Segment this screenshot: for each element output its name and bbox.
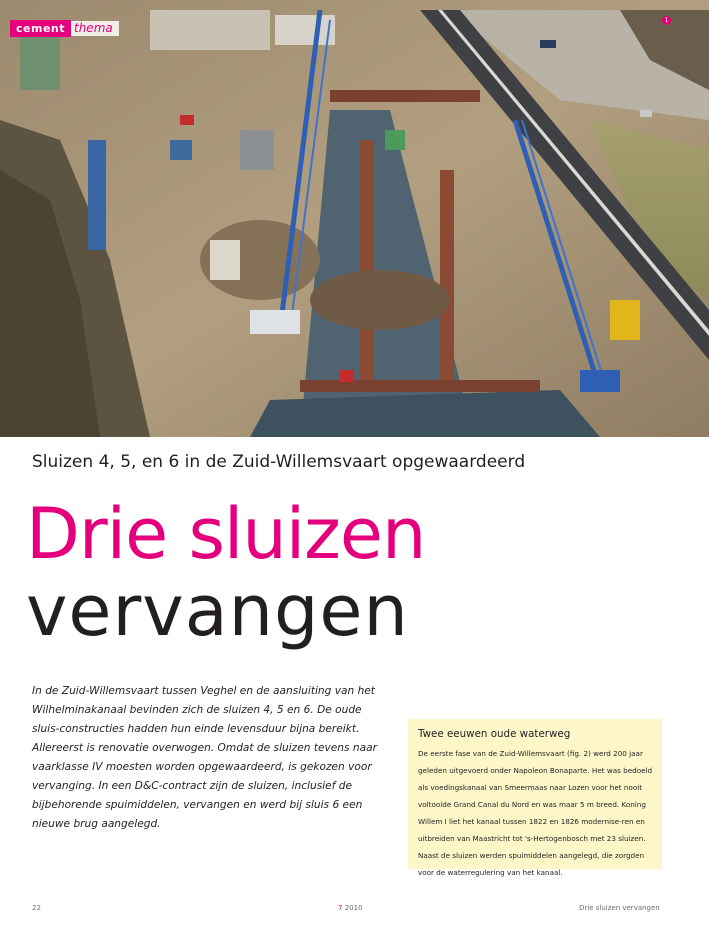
article-subtitle: Sluizen 4, 5, en 6 in de Zuid-Willemsvaart opgewaardeerd xyxy=(32,452,526,472)
page-badge: 1 xyxy=(662,16,671,25)
footer-issue-number: 7 xyxy=(338,904,343,912)
article-title-line1: Drie sluizen xyxy=(26,493,426,575)
article-title-line2: vervangen xyxy=(26,570,409,652)
brand-logo: cement xyxy=(10,20,71,37)
footer-running-title: Drie sluizen vervangen xyxy=(579,904,660,912)
sidebar-body: De eerste fase van de Zuid-Willemsvaart (fig. 2) werd 200 jaar geleden uitgevoerd onder Napoleon Bonaparte. Het was bedoeld als voedingskanaal van Smeermaas naar Lozen voor het nooit voltooide Grand Canal du Nord en was maar 5 m breed. Koning Willem I liet het kanaal tussen 1822 en 1826 modernise-ren en uitbreiden van Maastricht tot 's-Hertogenbosch met 23 sluizen. Naast de sluizen werden spuimiddelen aangelegd, die zorgden voor de waterregulering van het kanaal. xyxy=(418,749,653,877)
footer-page-number: 22 xyxy=(32,904,41,912)
footer-issue-year: 2010 xyxy=(344,904,363,912)
section-label: thema xyxy=(71,21,119,36)
footer-issue xyxy=(338,904,363,912)
brand-header xyxy=(10,20,119,37)
sidebar-box xyxy=(408,719,662,877)
hero-photo xyxy=(0,0,709,437)
aerial-photo-lock-construction-site xyxy=(0,0,709,437)
article-intro: In de Zuid-Willemsvaart tussen Veghel en de aansluiting van het Wilhelminakanaal bevinden zich de sluizen 4, 5 en 6. De oude sluis-constructies hadden hun einde levensduur bijna bereikt. Allereerst is renovatie overwogen. Omdat de sluizen tevens naar vaarklasse IV moesten worden opgewaardeerd, is gekozen voor vervanging. In een D&C-contract zijn de sluizen, inclusief de bijbehorende spuimiddelen, vervangen en werd bij sluis 6 een nieuwe brug aangelegd. xyxy=(32,685,377,830)
sidebar-title: Twee eeuwen oude waterweg xyxy=(418,728,571,740)
